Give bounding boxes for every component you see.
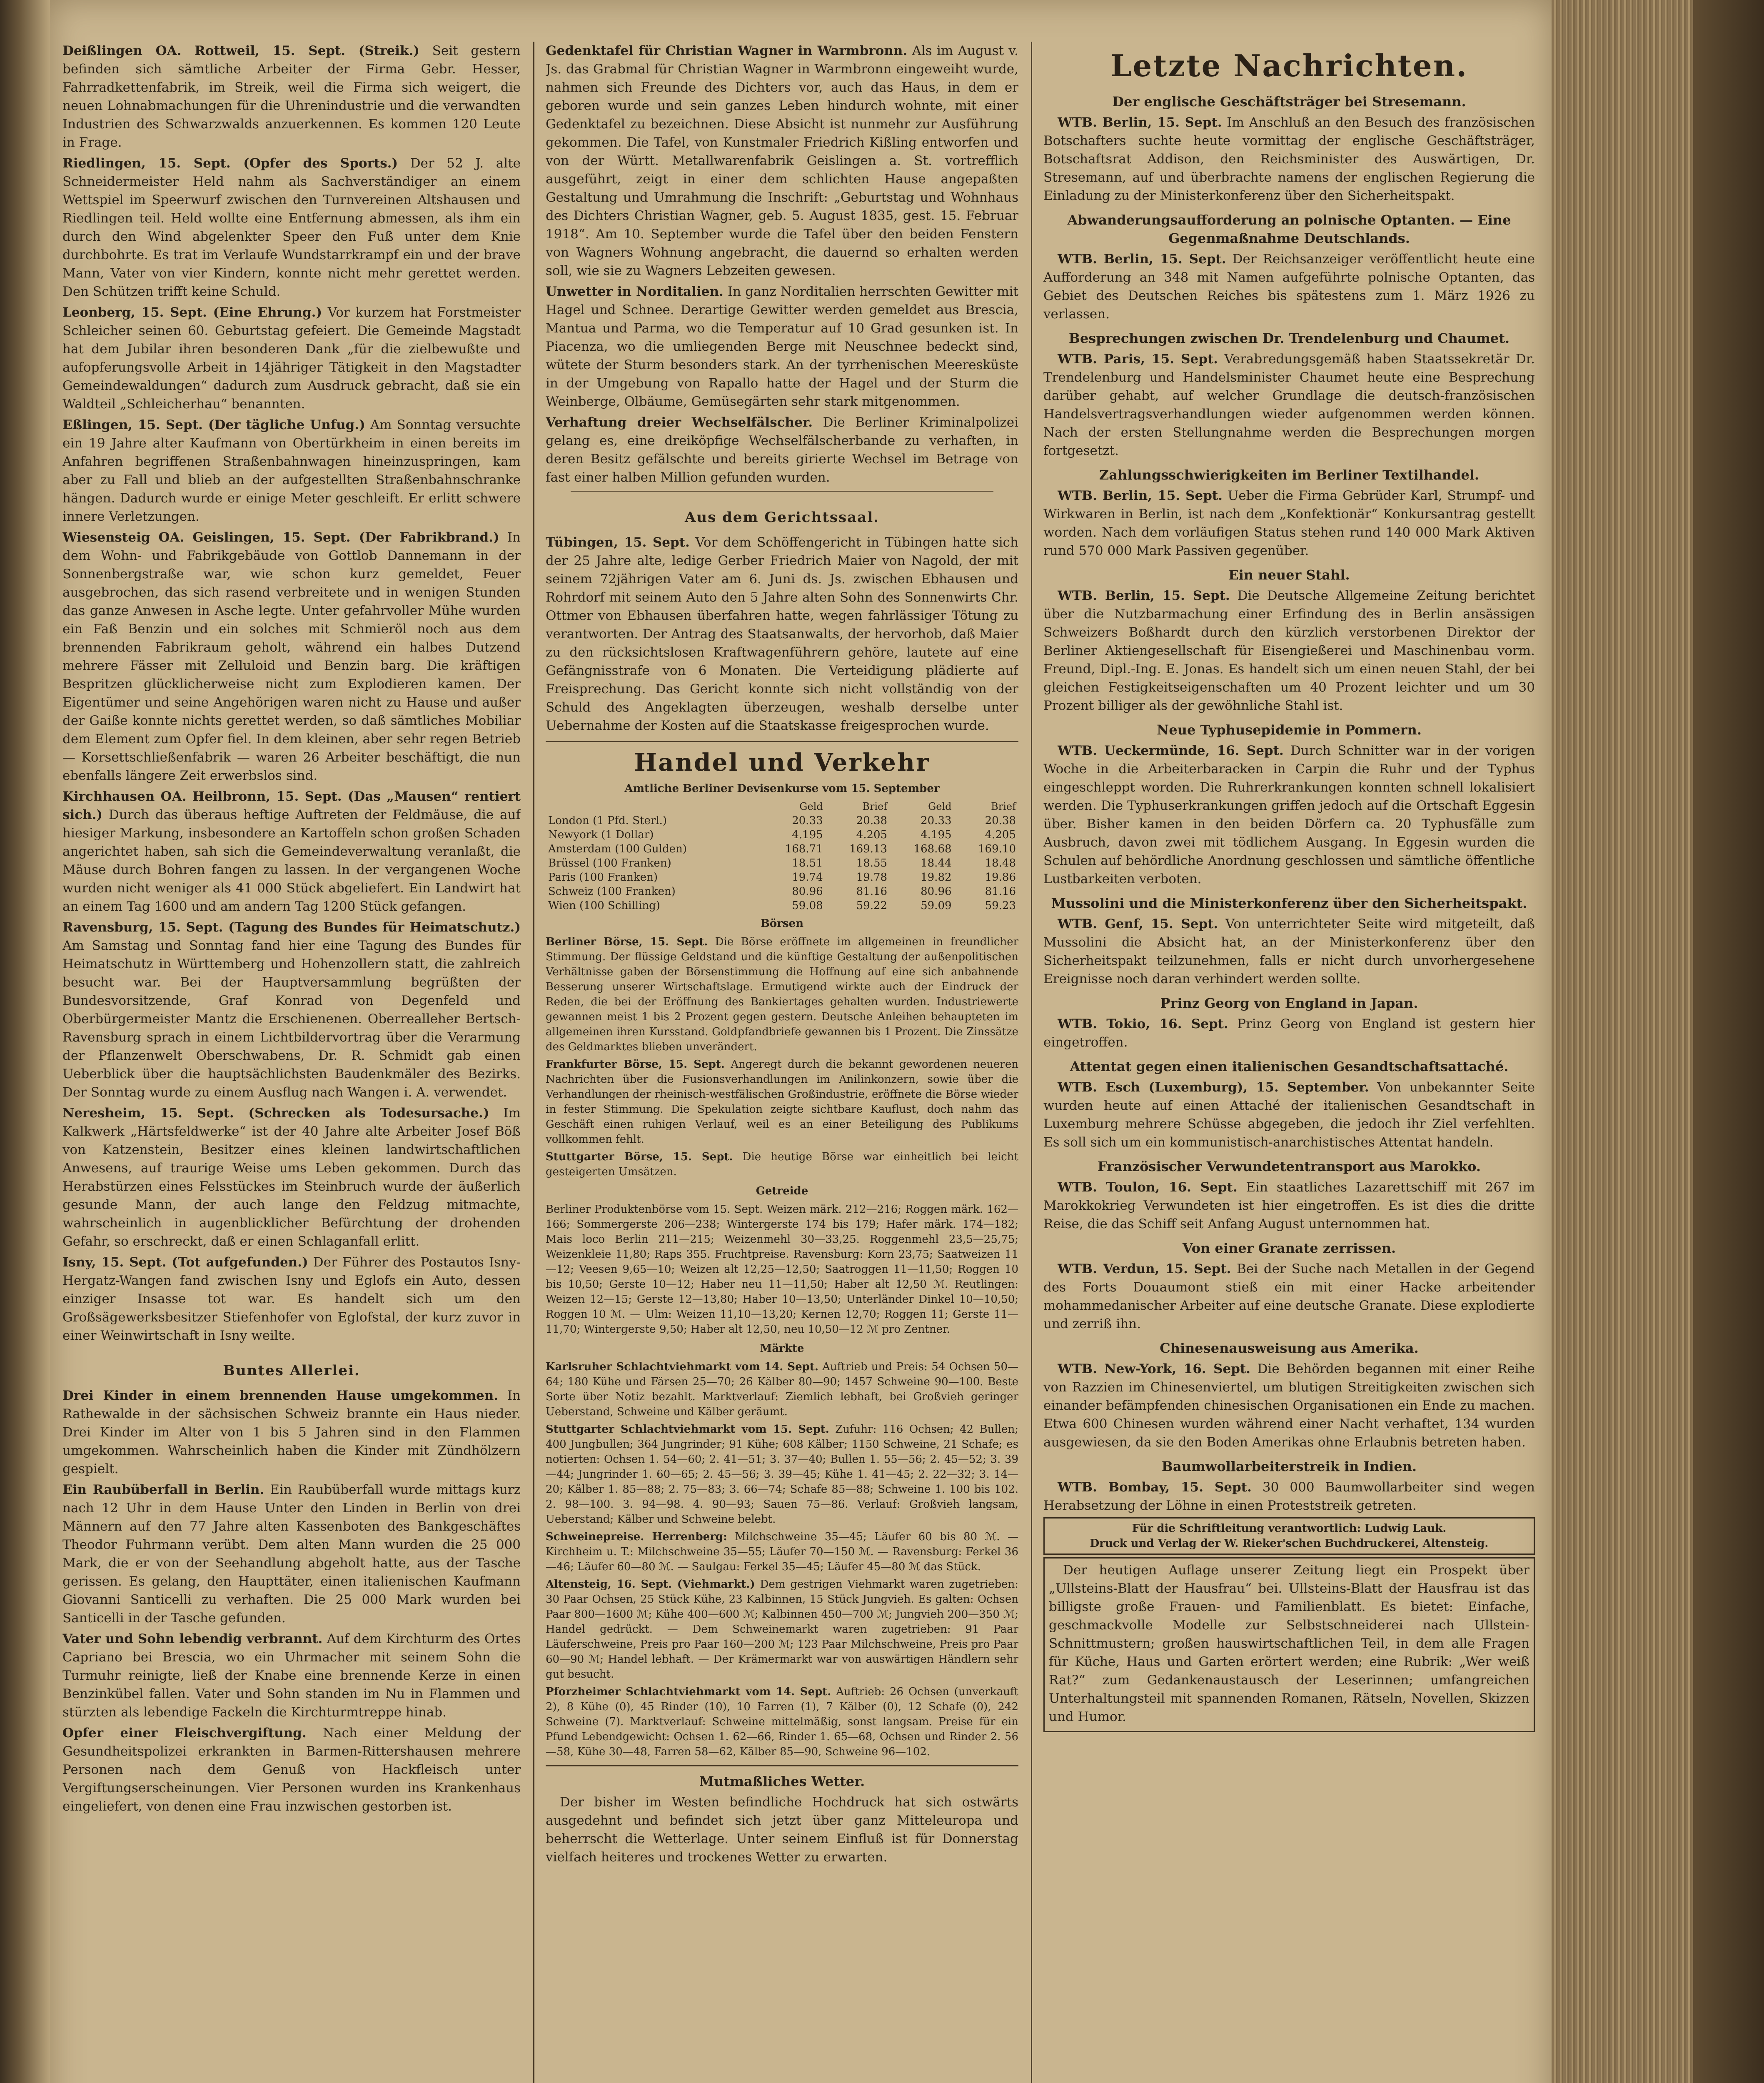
column-middle [546,42,1018,2083]
news-item [1043,1478,1535,1515]
market-item [546,1359,1018,1419]
currency-name: Brüssel (100 Franken) [548,857,671,869]
rates-header-row [546,799,1018,814]
currency-name: Wien (100 Schilling) [548,899,660,912]
news-item [1043,487,1535,560]
news-item [62,42,521,152]
currency-name: London (1 Pfd. Sterl.) [548,814,667,827]
news-dateline: Isny, 15. Sept. (Tot aufgefunden.) [62,1255,308,1270]
news-item [1043,742,1535,888]
rate-value: 18.48 [985,857,1016,869]
news-item [62,528,521,785]
news-text: Im Kalkwerk „Härtsfeldwerke“ ist der 40 Jahre alte Arbeiter Josef Böß von Katzenstein, Besitzer eines kleinen landwirtschaftlichen Anwesens, auf traurige Weise ums Leben gekommen. Durch das Herabstürzen eines Felsstückes im Steinbruch wurde der äußerlich gesunde Mann, der auch lange den Feldzug mitmachte, wahrscheinlich in augenblicklicher Befürchtung der drohenden Gefahr, so erschreckt, daß er einen Schlaganfall erlitt. [62,1106,521,1249]
rates-header-cell: Brief [862,801,888,812]
news-text: Ein staatliches Lazarettschiff mit 267 im Marokkokrieg Verwundeten ist hier eingetroffen. Es ist dies die dritte Reise, die das Schiff seit Anfang August unternommen hat. [1043,1180,1535,1231]
rates-row [546,899,1018,913]
news-dateline: Wiesensteig OA. Geislingen, 15. Sept. (Der Fabrikbrand.) [62,530,499,545]
exchange-rates-table [546,799,1018,913]
rate-value: 81.16 [985,885,1016,898]
news-dateline: Gedenktafel für Christian Wagner in Warmbronn. [546,43,908,58]
news-dateline: WTB. Bombay, 15. Sept. [1058,1480,1252,1495]
getreide-text: Berliner Produktenbörse vom 15. Sept. Weizen märk. 212—216; Roggen märk. 162—166; Sommergerste 206—238; Wintergerste 174 bis 179; Hafer märk. 174—182; Mais loco Berlin 211—215; Weizenmehl 30—33,25. Roggenmehl 23,5—25,75; Weizenkleie 11,80; Raps 355. Fruchtpreise. Ravensburg: Korn 23,75; Saatweizen 11—12; Veesen 9,65—10; Weizen alt 12,25—12,50; Saatroggen 11—11,50; Roggen 10 bis 10,50; Gerste 10—12; Haber neu 11—11,50; Haber alt 12,50 ℳ. Reutlingen: Weizen 12—15; Gerste 12—13,80; Haber 10—13,50; Unterländer Dinkel 10—10,50; Roggen 10 ℳ. — Ulm: Weizen 11,10—13,20; Kernen 12,70; Roggen 11; Gerste 11—11,70; Wintergerste 9,50; Haber alt 12,50, neu 10,50—12 ℳ pro Zentner. [546,1203,1018,1336]
news-text: Am Sonntag versuchte ein 19 Jahre alter Kaufmann von Obertürkheim in einen bereits im Anfahren begriffenen Straßenbahnwagen hineinzuspringen, kam aber zu Fall und blieb an der aufgestellten Straßenbahnschranke hängen. Dadurch wurde er einige Meter geschleift. Er erlitt schwere innere Verletzungen. [62,417,521,524]
market-text: Milchschweine 35—45; Läufer 60 bis 80 ℳ. — Kirchheim u. T.: Milchschweine 35—55; Läufer 70—150 ℳ. — Ravensburg: Ferkel 36—46; Läufer 60—80 ℳ. — Saulgau: Ferkel 35—45; Läufer 45—80 ℳ das Stück. [546,1531,1018,1573]
news-headline: Französischer Verwundetentransport aus Marokko. [1097,1159,1481,1174]
news-dateline: WTB. Genf, 15. Sept. [1058,917,1218,932]
allerlei-text: Nach einer Meldung der Gesundheitspolizei erkrankten in Barmen-Rittershausen mehrere Personen nach dem Genuß von Hackfleisch unter Vergiftungserscheinungen. Vier Personen wurden ins Krankenhaus eingeliefert, von denen eine Frau inzwischen gestorben ist. [62,1726,521,1814]
news-dateline: WTB. New-York, 16. Sept. [1058,1361,1251,1376]
news-headline: Attentat gegen einen italienischen Gesandtschaftsattaché. [1070,1059,1509,1074]
book-binding-left [0,0,50,2083]
news-item [1043,1078,1535,1151]
news-dateline: Unwetter in Norditalien. [546,284,724,299]
rates-header-cell [546,799,761,814]
weather-title: Mutmaßliches Wetter. [699,1773,865,1789]
news-dateline: WTB. Berlin, 15. Sept. [1058,252,1226,267]
news-item [1043,1260,1535,1333]
currency-name: Newyork (1 Dollar) [548,829,654,841]
getreide-title: Getreide [756,1185,808,1197]
imprint-box [1043,1517,1535,1555]
news-dateline: WTB. Paris, 15. Sept. [1058,352,1218,367]
maerkte-list [546,1359,1018,1759]
news-dateline: Eßlingen, 15. Sept. (Der tägliche Unfug.) [62,417,365,432]
rates-row [546,884,1018,899]
misc-news-list [546,42,1018,487]
news-item [1043,1015,1535,1051]
market-item [546,1684,1018,1759]
news-headline: Von einer Granate zerrissen. [1182,1240,1396,1256]
divider [571,491,993,492]
trade-title: Handel und Verkehr [634,748,930,777]
regional-news-list [62,42,521,1345]
section-title-allerlei: Buntes Allerlei. [223,1362,360,1379]
rate-value: 18.55 [856,857,888,869]
market-text: Zufuhr: 116 Ochsen; 42 Bullen; 400 Jungbullen; 364 Jungrinder; 91 Kühe; 608 Kälber; 1150 Schweine, 21 Schafe; es notierten: Ochsen 1. 54—60; 2. 41—51; 3. 37—40; Bullen 1. 55—56; 2. 45—52; 3. 39—44; Jungrinder 1. 60—65; 2. 45—56; 3. 39—45; Kühe 1. 41—45; 2. 22—32; 3. 14—20; Kälber 1. 85—88; 2. 75—83; 3. 66—74; Schafe 85—88; Schweine 1. 100 bis 102. 2. 98—100. 3. 94—98. 4. 90—93; Sauen 75—86. Verlauf: Großvieh langsam, Ueberstand; Kälber und Schweine belebt. [546,1423,1018,1526]
rate-value: 169.13 [849,843,888,855]
news-dateline: Kirchhausen OA. Heilbronn, 15. Sept. (Das „Mausen“ rentiert sich.) [62,789,521,822]
latest-news-list [1043,92,1535,1515]
rate-value: 4.195 [921,829,952,841]
news-text: Als im August v. Js. das Grabmal für Christian Wagner in Warmbronn eingeweiht wurde, nahmen sich Freunde des Dichters vor, auch das Haus, in dem er geboren wurde und sein ganzes Leben hindurch wohnte, mit einer Gedenktafel zu bezeichnen. Diese Absicht ist nunmehr zur Ausführung gekommen. Die Tafel, von Kunstmaler Friedrich Kißling entworfen und von der Württ. Metallwarenfabrik Geislingen a. St. vortrefflich ausgeführt, zeigt in einer dem schlichten Hause angepaßten Gestaltung und Umrahmung die Inschrift: „Geburtstag und Wohnhaus des Dichters Christian Wagner, geb. 5. August 1835, gest. 15. Februar 1918“. Am 10. September wurde die Tafel über den beiden Fenstern von Wagners Wohnung angebracht, die dauernd so erhalten werden soll, wie sie zu Wagners Lebzeiten gewesen. [546,43,1018,278]
boersen-title: Börsen [760,917,804,930]
news-headline: Baumwollarbeiterstreik in Indien. [1161,1459,1417,1474]
news-text: Am Samstag und Sonntag fand hier eine Tagung des Bundes für Heimatschutz in Württemberg und Hohenzollern statt, die zahlreich besucht war. Bei der Hauptversammlung begrüßten der Bundesvorsitzende, Graf Konrad von Degenfeld und Oberbürgermeister Mantz die Erschienenen. Oberrealleher Bertsch-Ravensburg sprach in einem Lichtbildervortrag über die Verarmung der Pflanzenwelt Oberschwabens, Dr. R. Schmidt gab einen Ueberblick über die hauptsächlichsten Baudenkmäler des Bezirks. Der Sonntag wurde zu einem Ausflug nach Wangen i. A. verwendet. [62,938,521,1100]
allerlei-item [62,1630,521,1721]
news-text: Die Deutsche Allgemeine Zeitung berichtet über die Nutzbarmachung einer Erfindung des in Berlin ansässigen Schweizers Boßhardt durch den kürzlich verstorbenen Direktor der Berliner Aktiengesellschaft für Eisengießerei und Maschinenbau vorm. Freund, Dipl.-Ing. E. Jonas. Es handelt sich um einen neuen Stahl, der bei gleichen Festigkeitseigenschaften um 40 Prozent leichter und um 30 Prozent billiger als der gewöhnliche Stahl ist. [1043,588,1535,713]
news-text: Von unbekannter Seite wurden heute auf einen Attaché der italienischen Gesandtschaft in Luxemburg mehrere Schüsse abgegeben, die jedoch ihr Ziel verfehlten. Es soll sich um ein kommunistisch-anarchistisches Attentat handeln. [1043,1080,1535,1150]
boerse-lead: Stuttgarter Börse, 15. Sept. [546,1151,733,1163]
news-headline: Prinz Georg von England in Japan. [1160,995,1418,1011]
rate-value: 81.16 [856,885,888,898]
news-item [1043,1360,1535,1451]
currency-name: Schweiz (100 Franken) [548,885,676,898]
news-text: Die Berliner Kriminalpolizei gelang es, eine dreiköpfige Wechselfälscherbande zu verhaften, in deren Besitz gefälschte und bereits girierte Wechsel im Betrage von fast einer halben Million gefunden wurden. [546,415,1018,485]
news-text: Von unterrichteter Seite wird mitgeteilt, daß Mussolini die Absicht hat, an der Ministerkonferenz über den Sicherheitspakt teilzunehmen, falls er nicht durch unvorhergesehene Ereignisse noch daran verhindert werden sollte. [1043,917,1535,987]
column-rule [533,42,534,2083]
rate-value: 20.38 [985,814,1016,827]
news-item [62,303,521,413]
news-text: 30 000 Baumwollarbeiter sind wegen Herabsetzung der Löhne in einen Proteststreik getreten. [1043,1480,1535,1513]
court-report [546,533,1018,735]
book-page-stack-right [1552,0,1764,2083]
news-item [62,1253,521,1345]
news-item [1043,1178,1535,1233]
news-text: Bei der Suche nach Metallen in der Gegend des Forts Douaumont stieß ein mit einer Hacke arbeitender mohammedanischer Arbeiter auf eine deutsche Granate. Diese explodierte und zerriß ihn. [1043,1261,1535,1331]
news-text: Prinz Georg von England ist gestern hier eingetroffen. [1043,1017,1535,1050]
rate-value: 19.86 [985,871,1016,884]
rate-value: 169.10 [978,843,1016,855]
boerse-text: Die heutige Börse war einheitlich bei leicht gesteigerten Umsätzen. [546,1151,1018,1178]
news-dateline: WTB. Toulon, 16. Sept. [1058,1180,1238,1195]
boerse-lead: Berliner Börse, 15. Sept. [546,936,708,948]
boerse-item [546,1057,1018,1147]
allerlei-lead: Drei Kinder in einem brennenden Hause umgekommen. [62,1388,499,1403]
market-text: Auftrieb und Preis: 54 Ochsen 50—64; 180 Kühe und Färsen 25—70; 26 Kälber 80—90; 1457 Schweine 90—100. Beste Sorte über Notiz bezahlt. Marktverlauf: Ziemlich lebhaft, bei Großvieh geringer Ueberstand, Schweine und Kälber geräumt. [546,1361,1018,1418]
news-item [62,1104,521,1251]
news-text: Der 52 J. alte Schneidermeister Held nahm als Sachverständiger an einem Wettspiel im Speerwurf zwischen den Turnvereinen Altshausen und Riedlingen teil. Held wollte eine Entfernung abmessen, als ihm ein durch den Wind abgelenkter Speer den Fuß unter dem Knie durchbohrte. Es trat im Verlaufe Wundstarrkrampf ein und der brave Mann, Vater von vier Kindern, konnte nicht mehr gerettet werden. Den Schützen trifft keine Schuld. [62,156,521,299]
news-text: Durch Schnitter war in der vorigen Woche in die Arbeiterbaracken in Carpin die Ruhr und der Typhus eingeschleppt worden. Die Ruhrerkrankungen konnten schnell lokalisiert werden. Die Typhuserkrankungen griffen jedoch auf die Ortschaft Eggesin über. Bisher kamen in den beiden Dörfern ca. 20 Typhusfälle zum Ausbruch, davon zwei mit tödlichem Ausgang. In Eggesin wurden die Schulen auf behördliche Anordnung geschlossen und sämtliche öffentliche Lustbarkeiten verboten. [1043,743,1535,887]
allerlei-text: Auf dem Kirchturm des Ortes Capriano bei Brescia, wo ein Uhrmacher mit seinem Sohn die Turmuhr reinigte, ließ der Knabe eine brennende Kerze in einen Benzinkübel fallen. Vater und Sohn standen im Nu in Flammen und stürzten als lebendige Fackeln die Kirchturmtreppe hinab. [62,1631,521,1720]
court-text: Vor dem Schöffengericht in Tübingen hatte sich der 25 Jahre alte, ledige Gerber Friedrich Maier von Nagold, der mit seinem 72jährigen Vater am 6. Juni ds. Js. zwischen Ebhausen und Rohrdorf mit seinem Auto den 5 Jahre alten Sohn des Sonnenwirts Chr. Ottmer von Ebhausen überfahren hatte, wegen fahrlässiger Tötung zu verantworten. Der Antrag des Staatsanwalts, der hervorhob, daß Maier zu den rücksichtslosen Kraftwagenführern gehöre, lautete auf eine Gefängnisstrafe von 6 Monaten. Die Verteidigung plädierte auf Freisprechung. Das Gericht konnte sich nicht vollständig von der Schuld des Angeklagten überzeugen, weshalb derselbe unter Uebernahme der Kosten auf die Staatskasse freigesprochen wurde. [546,535,1018,733]
maerkte-title: Märkte [760,1342,804,1355]
news-dateline: Deißlingen OA. Rottweil, 15. Sept. (Streik.) [62,43,419,58]
rate-value: 20.38 [856,814,888,827]
news-headline: Chinesenausweisung aus Amerika. [1160,1340,1419,1356]
market-lead: Pforzheimer Schlachtviehmarkt vom 14. Sept. [546,1686,831,1698]
news-item [1043,587,1535,715]
rate-value: 80.96 [921,885,952,898]
column-left [62,42,521,2083]
news-item [62,416,521,526]
rates-row [546,842,1018,856]
news-headline: Neue Typhusepidemie in Pommern. [1157,722,1422,738]
rates-header-cell: Brief [991,801,1016,812]
news-item [1043,350,1535,460]
news-text: Verabredungsgemäß haben Staatssekretär Dr. Trendelenburg und Handelsminister Chaumet heute eine Besprechung darüber gehabt, auf welcher Grundlage die deutsch-französischen Handelsvertragsverhandlungen wieder aufgenommen werden können. Nach der ersten Stellungnahme werden die Besprechungen morgen fortgesetzt. [1043,352,1535,458]
column-right [1043,42,1535,2083]
boerse-lead: Frankfurter Börse, 15. Sept. [546,1058,725,1071]
rate-value: 59.09 [921,899,952,912]
news-text: In ganz Norditalien herrschten Gewitter mit Hagel und Schnee. Derartige Gewitter werden gemeldet aus Brescia, Mantua und Parma, wo die Temperatur auf 10 Grad gesunken ist. In Piacenza, wo die umliegenden Berge mit Neuschnee bedeckt sind, wütete der Sturm besonders stark. An der tyrrhenischen Meeresküste in der Umgebung von Rapallo hatte der Hagel und der Sturm die Weinberge, Olbäume, Gemüsegärten sehr stark mitgenommen. [546,284,1018,409]
rate-value: 168.71 [785,843,823,855]
rate-value: 4.205 [856,829,888,841]
rates-row [546,870,1018,884]
newspaper-page [50,0,1552,2083]
news-dateline: Leonberg, 15. Sept. (Eine Ehrung.) [62,305,322,320]
news-dateline: WTB. Tokio, 16. Sept. [1058,1017,1228,1032]
boersen-list [546,934,1018,1179]
news-dateline: WTB. Berlin, 15. Sept. [1058,115,1222,130]
news-item [62,787,521,916]
news-text: Ueber die Firma Gebrüder Karl, Strumpf- und Wirkwaren in Berlin, ist nach dem „Konfektionär“ Konkursantrag gestellt worden. Nach dem vorläufigen Status stehen rund 140 000 Mark Aktiven rund 570 000 Mark Passiven gegenüber. [1043,488,1535,558]
news-item [62,918,521,1101]
rates-body [546,814,1018,913]
news-headline: Mussolini und die Ministerkonferenz über den Sicherheitspakt. [1051,895,1527,911]
news-headline: Besprechungen zwischen Dr. Trendelenburg und Chaumet. [1068,330,1510,346]
rate-value: 20.33 [792,814,823,827]
news-dateline: Riedlingen, 15. Sept. (Opfer des Sports.) [62,156,398,171]
allerlei-item [62,1386,521,1478]
rate-value: 59.22 [856,899,888,912]
rates-header-cell: Geld [928,801,952,812]
rate-value: 80.96 [792,885,823,898]
rate-value: 59.08 [792,899,823,912]
rates-row [546,828,1018,842]
allerlei-item [62,1481,521,1627]
boerse-item [546,1149,1018,1179]
market-lead: Karlsruher Schlachtviehmarkt vom 14. Sept. [546,1361,818,1373]
boerse-item [546,934,1018,1054]
news-text: Seit gestern befinden sich sämtliche Arbeiter der Firma Gebr. Hesser, Fahrradkettenfabrik, im Streik, weil die Firma sich weigert, die neuen Lohnabmachungen für die Uhrenindustrie und die verwandten Industrien des Schwarzwalds anzuerkennen. Es kommen 120 Leute in Frage. [62,43,521,150]
currency-name: Paris (100 Franken) [548,871,658,884]
notice-box [1043,1557,1535,1732]
allerlei-text: In Rathewalde in der sächsischen Schweiz brannte ein Haus nieder. Drei Kinder im Alter von 1 bis 5 Jahren sind in den Flammen umgekommen. Wahrscheinlich haben die Kinder mit Zündhölzern gespielt. [62,1388,521,1476]
news-dateline: WTB. Berlin, 15. Sept. [1058,488,1223,503]
market-text: Dem gestrigen Viehmarkt waren zugetrieben: 30 Paar Ochsen, 25 Stück Kühe, 23 Kalbinnen, 15 Stück Jungvieh. Es galten: Ochsen Paar 800—1600 ℳ; Kühe 400—600 ℳ; Kalbinnen 450—700 ℳ; Jungvieh 200—350 ℳ; Handel gedrückt. — Dem Schweinemarkt waren zugetrieben: 91 Paar Läuferschweine, Preis pro Paar 160—200 ℳ; 123 Paar Milchschweine, Preis pro Paar 60—90 ℳ; Handel lebhaft. — Der Krämermarkt war von auswärtigen Händlern sehr gut besucht. [546,1578,1018,1681]
news-headline: Zahlungsschwierigkeiten im Berliner Textilhandel. [1099,467,1480,483]
market-lead: Altensteig, 16. Sept. (Viehmarkt.) [546,1578,755,1591]
rates-row [546,814,1018,828]
news-text: Im Anschluß an den Besuch des französischen Botschafters suchte heute vormittag der englische Geschäftsträger, Botschaftsrat Addison, den Reichsminister des Auswärtigen, Dr. Stresemann, auf und überbrachte namens der englischen Regierung die Einladung zu der Ministerkonferenz über den Sicherheitspakt. [1043,115,1535,203]
news-dateline: Ravensburg, 15. Sept. (Tagung des Bundes für Heimatschutz.) [62,920,521,935]
rate-value: 19.82 [921,871,952,884]
rate-value: 18.51 [792,857,823,869]
news-item [546,42,1018,280]
boerse-text: Angeregt durch die bekannt gewordenen neueren Nachrichten über die Fusionsverhandlungen im Anilinkonzern, sowie über die Verhandlungen der rheinisch-westfälischen Großindustrie, eröffnete die Börse wieder in fester Stimmung. Die Spekulation zeigte sichtbare Kauflust, doch nahm das Geschäft einen ruhigen Verlauf, weil es an einer Beteiligung des Publikums vollkommen fehlt. [546,1058,1018,1146]
allerlei-list [62,1386,521,1816]
imprint-line: Für die Schriftleitung verantwortlich: Ludwig Lauk. [1132,1522,1447,1535]
news-dateline: WTB. Esch (Luxemburg), 15. September. [1058,1080,1369,1095]
allerlei-lead: Vater und Sohn lebendig verbrannt. [62,1631,323,1646]
market-lead: Stuttgarter Schlachtviehmarkt vom 15. Sept. [546,1423,829,1436]
divider [546,1765,1018,1766]
news-item [546,282,1018,411]
news-text: Der Führer des Postautos Isny-Hergatz-Wangen fand zwischen Isny und Eglofs ein Auto, dessen einziger Insasse tot war. Es handelt sich um den Großsägewerksbesitzer Stiefenhofer von Eglofstal, der kurz zuvor in einer Weinwirtschaft in Isny weilte. [62,1255,521,1343]
news-headline: Abwanderungsaufforderung an polnische Optanten. — Eine Gegenmaßnahme Deutschlands. [1067,212,1511,246]
rate-value: 4.195 [792,829,823,841]
divider [546,741,1018,742]
news-dateline: Neresheim, 15. Sept. (Schrecken als Todesursache.) [62,1106,489,1121]
boerse-text: Die Börse eröffnete im allgemeinen in freundlicher Stimmung. Der flüssige Geldstand und die künftige Gestaltung der außenpolitischen Verhältnisse gaben der Börsenstimmung die Hoffnung auf eine sich anbahnende Besserung unserer Wirtschaftslage. Ermutigend wirkte auch der Eindruck der Reden, die bei der Eröffnung des Bankiertages gehalten wurden. Industriewerte gewannen meist 1 bis 2 Prozent gegen gestern. Deutsche Anleihen behaupteten im allgemeinen ihren Kursstand. Goldpfandbriefe gewannen bis 1 Prozent. Die Zinssätze des Geldmarktes blieben unverändert. [546,936,1018,1053]
rates-header-cell: Geld [799,801,823,812]
rate-value: 18.44 [921,857,952,869]
news-text: Vor kurzem hat Forstmeister Schleicher seinen 60. Geburtstag gefeiert. Die Gemeinde Magstadt hat dem Jubilar ihren besonderen Dank „für die zielbewußte und aufopferungsvolle Arbeit in 14jähriger Tätigkeit in den Magstadter Gemeindewaldungen“ dadurch zum Ausdruck gebracht, daß sie ein Waldteil „Schleicherhau“ benannten. [62,305,521,412]
rates-row [546,856,1018,870]
rate-value: 19.78 [856,871,888,884]
news-headline: Ein neuer Stahl. [1228,567,1350,583]
news-item [546,413,1018,487]
rate-value: 19.74 [792,871,823,884]
allerlei-text: Ein Raubüberfall wurde mittags kurz nach 12 Uhr in dem Hause Unter den Linden in Berlin von drei Männern auf den 77 Jahre alten Kassenboten des Bankgeschäftes Theodor Fuhrmann verübt. Dem alten Mann wurden die 25 000 Mark, die er von der Seehandlung abgeholt hatte, aus der Tasche gerissen. Es gelang, den Haupttäter, einen italienischen Kaufmann Giovanni Santicelli zu verhaften. Die 25 000 Mark wurden bei Santicelli in der Tasche gefunden. [62,1482,521,1626]
news-item [62,154,521,301]
rate-value: 168.68 [913,843,952,855]
allerlei-lead: Ein Raubüberfall in Berlin. [62,1482,264,1497]
market-item [546,1422,1018,1527]
news-item [1043,113,1535,205]
news-text: Durch das überaus heftige Auftreten der Feldmäuse, die auf hiesiger Markung, insbesondere an Kartoffeln schon großen Schaden angerichtet haben, sah sich die Gemeindeverwaltung veranlaßt, die Mäuse durch Bohren fangen zu lassen. In der vergangenen Woche wurden nicht weniger als 41 000 Stück abgeliefert. Ein Landwirt hat an einem Tag 1600 und am andern Tag 1200 Stück gefangen. [62,807,521,914]
section-title-court: Aus dem Gerichtssaal. [684,509,880,526]
currency-name: Amsterdam (100 Gulden) [548,843,687,855]
market-lead: Schweinepreise. Herrenberg: [546,1531,727,1543]
news-item [1043,250,1535,323]
allerlei-item [62,1724,521,1816]
rates-caption: Amtliche Berliner Devisenkurse vom 15. September [624,782,940,795]
rate-value: 4.205 [985,829,1016,841]
column-rule [1031,42,1032,2083]
rate-value: 20.33 [921,814,952,827]
news-dateline: WTB. Berlin, 15. Sept. [1058,588,1230,603]
rate-value: 59.23 [985,899,1016,912]
news-dateline: WTB. Verdun, 15. Sept. [1058,1261,1231,1276]
news-dateline: Verhaftung dreier Wechselfälscher. [546,415,813,430]
market-item [546,1577,1018,1682]
weather-text: Der bisher im Westen befindliche Hochdruck hat sich ostwärts ausgedehnt und befindet sich jetzt über ganz Mitteleuropa und beherrscht die Wetterlage. Unter seinem Einfluß ist für Donnerstag vielfach heiteres und trockenes Wetter zu erwarten. [546,1795,1018,1865]
market-text: Auftrieb: 26 Ochsen (unverkauft 2), 8 Kühe (0), 45 Rinder (10), 10 Farren (1), 7 Kälber (0), 12 Schafe (0), 242 Schweine (7). Marktverlauf: Schweine mittelmäßig, sonst langsam. Preise für ein Pfund Lebendgewicht: Ochsen 1. 62—66, Rinder 1. 65—68, Ochsen und Rinder 2. 56—58, Kühe 30—48, Farren 58—62, Kälber 85—90, Schweine 96—102. [546,1686,1018,1758]
imprint-line: Druck und Verlag der W. Rieker'schen Buchdruckerei, Altensteig. [1090,1537,1489,1550]
news-dateline: WTB. Ueckermünde, 16. Sept. [1058,743,1284,758]
notice-text: Der heutigen Auflage unserer Zeitung liegt ein Prospekt über „Ullsteins-Blatt der Hausfrau“ bei. Ullsteins-Blatt der Hausfrau ist das billigste große Frauen- und Familienblatt. Es bietet: Einfache, geschmackvolle Modelle zur Selbstschneiderei nach Ullstein-Schnittmustern; großen hauswirtschaftlichen Teil, in dem alle Fragen für Küche, Haus und Garten erörtert werden; eine Rubrik: „Wer weiß Rat?“ zum Gedankenaustausch der Leserinnen; umfangreichen Unterhaltungsteil mit spannenden Romanen, Rätseln, Novellen, Skizzen und Humor. [1049,1563,1529,1724]
news-text: Die Behörden begannen mit einer Reihe von Razzien im Chinesenviertel, um blutigen Streitigkeiten zwischen sich einander befämpfenden chinesischen Organisationen ein Ende zu machen. Etwa 600 Chinesen wurden während einer Nacht verhaftet, 134 wurden ausgewiesen, da sie den Boden Amerikas ohne Erlaubnis betreten haben. [1043,1361,1535,1450]
allerlei-lead: Opfer einer Fleischvergiftung. [62,1726,307,1741]
court-dateline: Tübingen, 15. Sept. [546,535,690,550]
market-item [546,1529,1018,1574]
news-item [1043,915,1535,988]
news-text: In dem Wohn- und Fabrikgebäude von Gottlob Dannemann in der Sonnenbergstraße war, wie schon kurz gemeldet, Feuer ausgebrochen, das sich rasend verbreitete und in wenigen Stunden das ganze Anwesen in Asche legte. Unter gefahrvoller Mühe wurden ein Faß Benzin und ein solches mit Schmieröl noch aus dem brennenden Fabrikraum geholt, während ein halbes Dutzend mehrere Fässer mit Zelluloid und Benzin barg. Die kräftigen Bespritzen glücklicherweise nicht zum Explodieren kamen. Der Eigentümer und seine Angehörigen waren nicht zu Hause und außer der Gaiße konnte nichts gerettet werden, so daß sämtliches Mobiliar dem Element zum Opfer fiel. In dem kleinen, aber sehr regen Betrieb — Korsettschließenfabrik — waren 26 Arbeiter beschäftigt, die nun ebenfalls längere Zeit erwerbslos sind. [62,530,521,783]
news-text: Der Reichsanzeiger veröffentlicht heute eine Aufforderung an 348 mit Namen aufgeführte polnische Optanten, das Gebiet des Deutschen Reiches bis spätestens zum 1. März 1926 zu verlassen. [1043,252,1535,322]
latest-news-title: Letzte Nachrichten. [1110,48,1468,83]
news-headline: Der englische Geschäftsträger bei Stresemann. [1112,94,1466,110]
